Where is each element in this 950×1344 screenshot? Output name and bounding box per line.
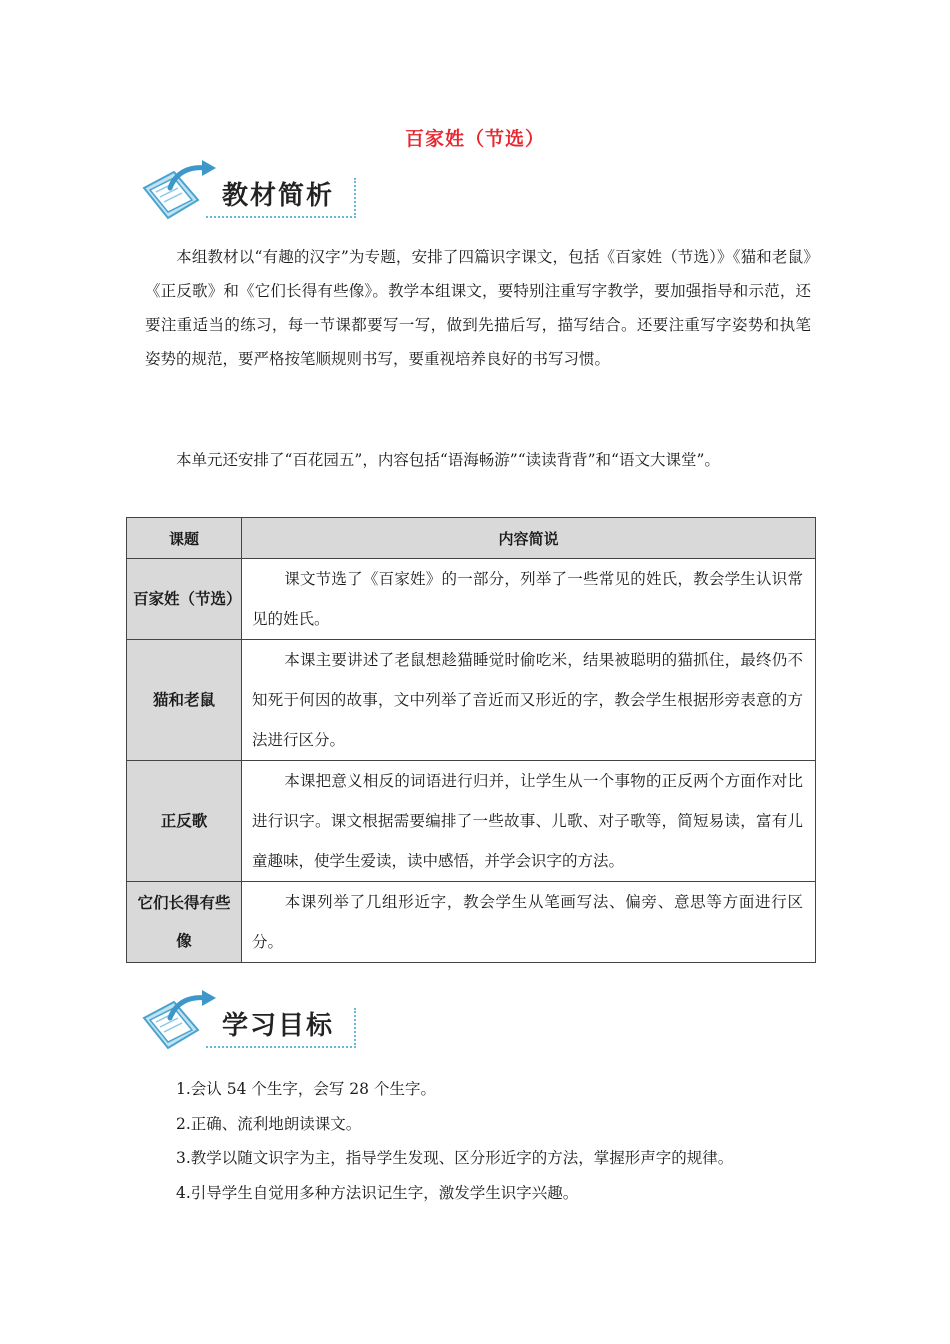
page-title: 百家姓（节选） [404, 128, 545, 150]
lesson-name: 猫和老鼠 [127, 640, 242, 761]
lesson-name: 正反歌 [127, 761, 242, 882]
table-row [127, 640, 816, 761]
list-item: 2.正确、流利地朗读课文。 [176, 1114, 362, 1133]
header-summary: 内容简说 [242, 518, 816, 559]
lesson-name: 百家姓（节选） [127, 559, 242, 640]
lesson-name: 它们长得有些像 [127, 882, 242, 963]
lesson-desc: 本课列举了几组形近字，教会学生从笔画写法、偏旁、意思等方面进行区分。 [242, 882, 816, 963]
lesson-desc: 课文节选了《百家姓》的一部分，列举了一些常见的姓氏，教会学生认识常见的姓氏。 [242, 559, 816, 640]
intro-text-2: 本单元还安排了“百花园五”，内容包括“语海畅游”“读读背背”和“语文大课堂”。 [176, 451, 720, 469]
lesson-table [126, 517, 816, 963]
table-row [127, 761, 816, 882]
lesson-desc: 本课把意义相反的词语进行归并，让学生从一个事物的正反两个方面作对比进行识字。课文根据需要编排了一些故事、儿歌、对子歌等，简短易读，富有儿童趣味，使学生爱读，读中感悟，并学会识字的方法。 [242, 761, 816, 882]
section-heading: 学习目标 [222, 1011, 335, 1041]
table-row [127, 882, 816, 963]
table-row [127, 559, 816, 640]
intro-paragraph-2 [145, 443, 811, 477]
intro-paragraph-1 [145, 240, 811, 376]
section-header-goals [140, 988, 370, 1054]
lesson-desc: 本课主要讲述了老鼠想趁猫睡觉时偷吃米，结果被聪明的猫抓住，最终仍不知死于何因的故事，文中列举了音近而又形近的字，教会学生根据形旁表意的方法进行区分。 [242, 640, 816, 761]
list-item: 1.会认 54 个生字，会写 28 个生字。 [176, 1080, 436, 1098]
list-item: 3.教学以随文识字为主，指导学生发现、区分形近字的方法，掌握形声字的规律。 [176, 1149, 734, 1167]
goals-list [176, 1072, 733, 1210]
section-header-intro [140, 158, 370, 224]
header-lesson: 课题 [127, 518, 242, 559]
intro-text-1: 本组教材以“有趣的汉字”为专题，安排了四篇识字课文，包括《百家姓（节选）》《猫和老鼠》《正反歌》和《它们长得有些像》。教学本组课文，要特别注重写字教学，要加强指导和示范，还要注重适当的练习，每一节课都要写一写，做到先描后写，描写结合。还要注重写字姿势和执笔姿势的规范，要严格按笔顺规则书写，要重视培养良好的书写习惯。 [145, 248, 811, 368]
table-header-row [127, 518, 816, 559]
section-heading: 教材简析 [222, 181, 335, 211]
list-item: 4.引导学生自觉用多种方法识记生字，激发学生识字兴趣。 [176, 1183, 579, 1202]
